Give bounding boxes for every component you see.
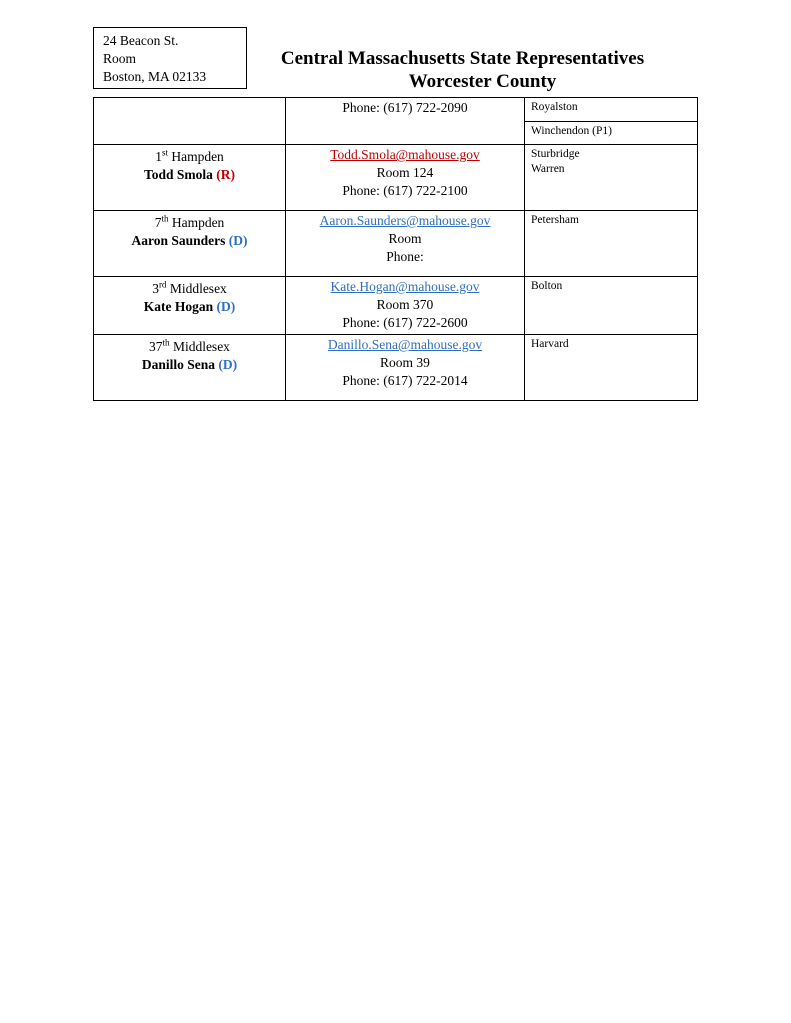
town-name: Bolton [531, 280, 563, 292]
district-cell-empty [94, 98, 286, 145]
representatives-table [93, 97, 698, 401]
page-title [255, 47, 670, 93]
district-label: 7th Hampden [154, 213, 225, 230]
table-row [94, 211, 698, 277]
town-name: Petersham [531, 214, 579, 226]
email-link[interactable]: Aaron.Saunders@mahouse.gov [319, 213, 491, 228]
towns-cell [525, 277, 698, 335]
rep-name-line [94, 166, 285, 184]
towns-cell [525, 335, 698, 401]
district-cell [94, 211, 286, 277]
rep-name: Todd Smola [143, 167, 213, 182]
town-name: Harvard [531, 338, 569, 350]
phone-text: Phone: (617) 722-2014 [342, 373, 468, 388]
email-link[interactable]: Kate.Hogan@mahouse.gov [330, 279, 480, 294]
table-row [94, 277, 698, 335]
table-row-top [94, 98, 698, 122]
rep-name-line [94, 232, 285, 250]
email-link[interactable]: Danillo.Sena@mahouse.gov [327, 337, 483, 352]
phone-text: Phone: (617) 722-2100 [342, 183, 468, 198]
towns-cell [525, 98, 698, 122]
room-text: Room 370 [376, 297, 434, 312]
phone-text: Phone: (617) 722-2090 [342, 100, 468, 115]
address-line-3: Boston, MA 02133 [103, 69, 207, 84]
room-text: Room [388, 231, 422, 246]
towns-cell [525, 211, 698, 277]
rep-name: Kate Hogan [143, 299, 214, 314]
phone-text: Phone: (617) 722-2600 [342, 315, 468, 330]
table-row [94, 335, 698, 401]
town-name: Warren [531, 163, 565, 175]
phone-text: Phone: [386, 249, 424, 264]
towns-cell [525, 145, 698, 211]
district-label: 3rd Middlesex [152, 279, 227, 296]
rep-name: Danillo Sena [141, 357, 216, 372]
table-row [94, 145, 698, 211]
party-badge: (D) [218, 357, 238, 372]
district-cell [94, 145, 286, 211]
town-name: Royalston [531, 101, 578, 113]
address-line-2: Room [103, 51, 137, 66]
rep-name-line [94, 298, 285, 316]
address-box [93, 27, 247, 89]
district-cell [94, 335, 286, 401]
party-badge: (R) [216, 167, 236, 182]
title-line-1: Central Massachusetts State Representatives [280, 48, 645, 69]
rep-name-line [94, 356, 285, 374]
contact-cell [286, 335, 525, 401]
email-link[interactable]: Todd.Smola@mahouse.gov [330, 147, 480, 162]
district-cell [94, 277, 286, 335]
rep-name: Aaron Saunders [131, 233, 226, 248]
district-label: 37th Middlesex [149, 337, 230, 354]
contact-cell-top [286, 98, 525, 145]
towns-cell [525, 122, 698, 145]
contact-cell [286, 145, 525, 211]
contact-cell [286, 211, 525, 277]
room-text: Room 39 [380, 355, 430, 370]
room-text: Room 124 [376, 165, 434, 180]
town-name: Sturbridge [531, 148, 580, 160]
party-badge: (D) [228, 233, 248, 248]
town-name: Winchendon (P1) [531, 125, 612, 137]
contact-cell [286, 277, 525, 335]
party-badge: (D) [216, 299, 236, 314]
address-line-1: 24 Beacon St. [103, 33, 179, 48]
district-label: 1st Hampden [155, 147, 224, 164]
title-line-2: Worcester County [408, 71, 557, 92]
